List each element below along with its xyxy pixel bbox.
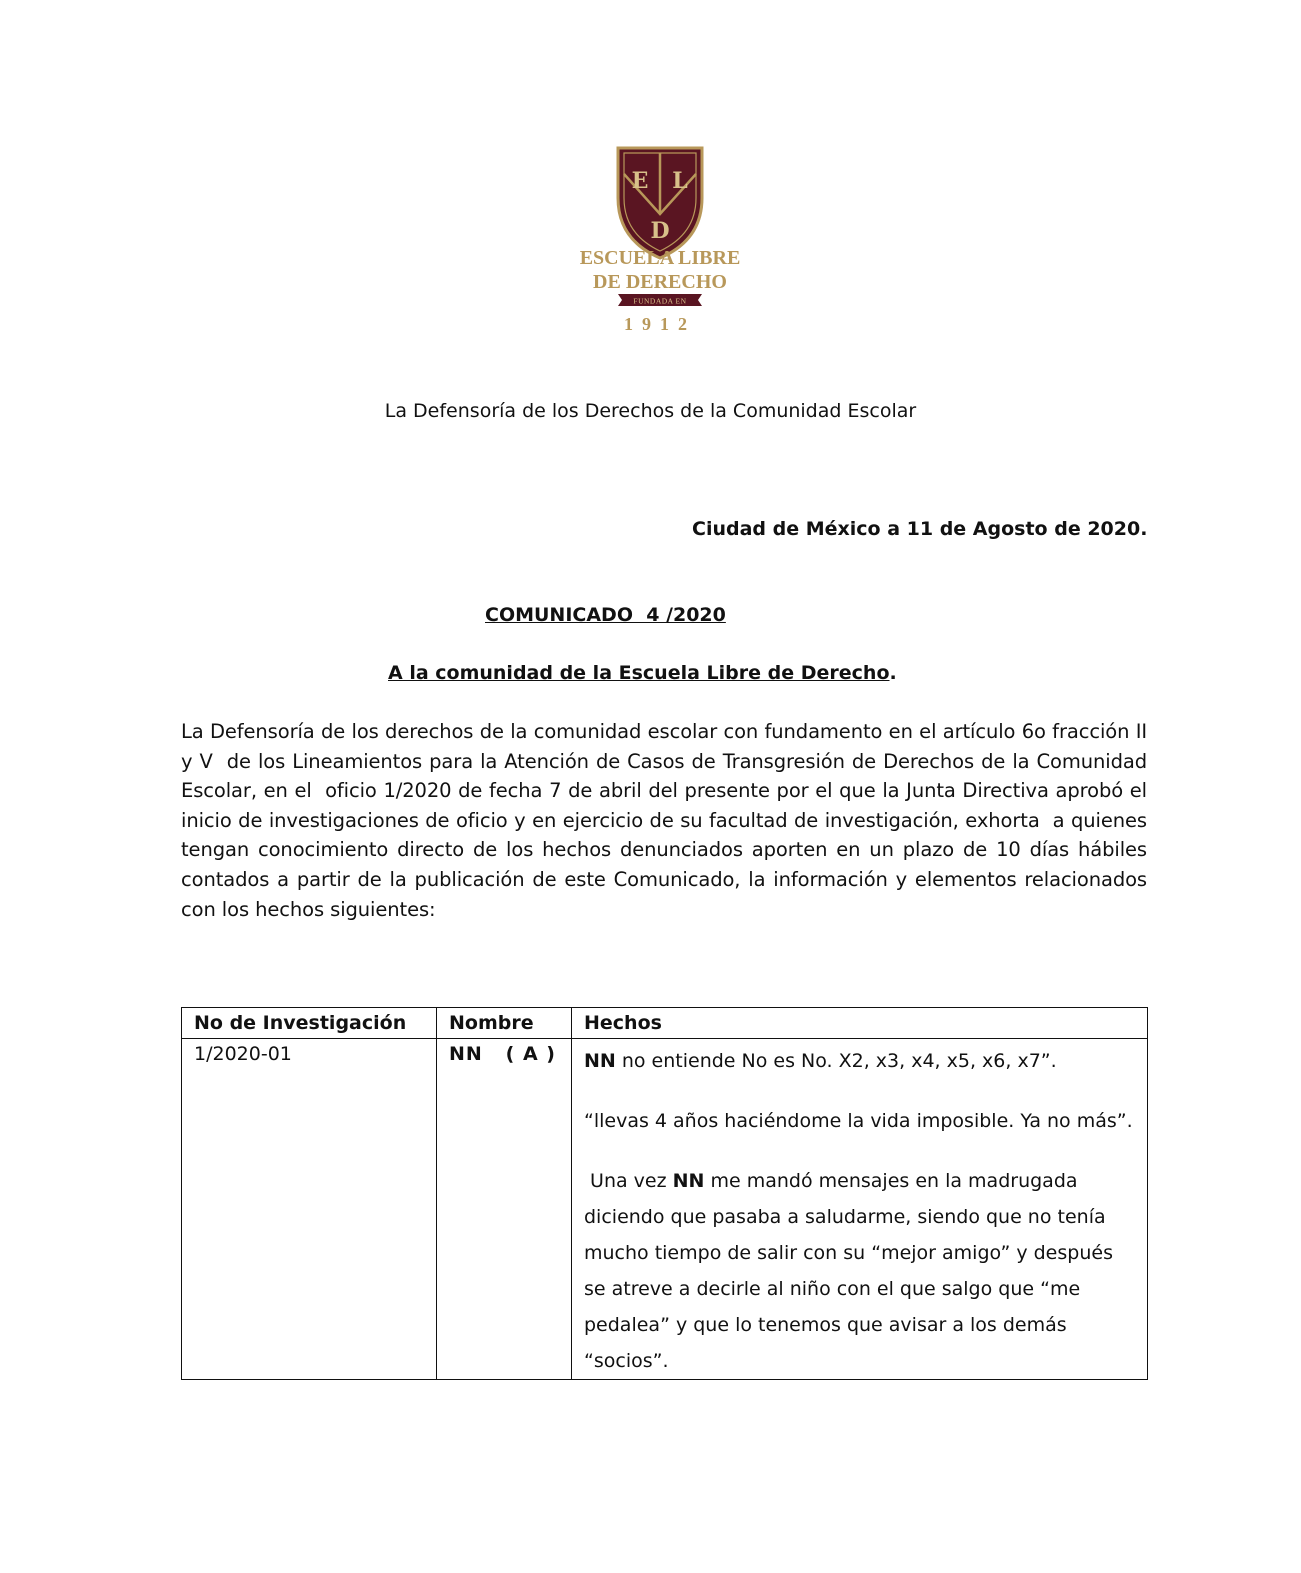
table-header-row — [182, 1008, 1148, 1039]
facts-cell — [572, 1039, 1148, 1380]
table-row — [182, 1039, 1148, 1380]
fact-prefix: Una vez — [584, 1170, 673, 1192]
fact-text: no entiende No es No. X2, x3, x4, x5, x6, x7”. — [615, 1050, 1057, 1072]
addressee-text: A la comunidad de la Escuela Libre de Derecho — [388, 662, 890, 684]
body-paragraph: La Defensoría de los derechos de la comunidad escolar con fundamento en el artículo 6o fracción II y V de los Lineamientos para la Atención de Casos de Transgresión de Derechos de la Comunidad Escolar, en el oficio 1/2020 de fecha 7 de abril del presente por el que la Junta Directiva aprobó el inicio de investigaciones de oficio y en ejercicio de su facultad de investigación, exhorta a quienes tengan conocimiento directo de los hechos denunciados aporten en un plazo de 10 días hábiles contados a partir de la publicación de este Comunicado, la información y elementos relacionados con los hechos siguientes: — [181, 720, 1154, 921]
addressee-line — [388, 662, 897, 684]
fact-text: “llevas 4 años haciéndome la vida imposible. Ya no más”. — [584, 1110, 1133, 1132]
logo-initial-l: L — [672, 168, 688, 194]
investigation-table — [181, 1007, 1148, 1380]
date-line: Ciudad de México a 11 de Agosto de 2020. — [692, 518, 1148, 540]
fact-item — [584, 1163, 1135, 1379]
fact-bold: NN — [672, 1170, 705, 1192]
name-cell: NN ( A ) — [437, 1039, 572, 1380]
shield-crest-icon — [560, 140, 760, 340]
logo-initial-d: D — [650, 218, 670, 244]
communique-title: COMUNICADO 4 /2020 — [485, 604, 726, 626]
fact-text: me mandó mensajes en la madrugada diciendo que pasaba a saludarme, siendo que no tenía mucho tiempo de salir con su “mejor amigo” y después se atreve a decirle al niño con el que salgo que “me pedalea” y que lo tenemos que avisar a los demás “socios”. — [584, 1170, 1120, 1372]
fact-item — [584, 1043, 1135, 1079]
logo-name-line2: DE DERECHO — [593, 271, 727, 293]
logo-initial-e: E — [631, 168, 649, 194]
logo-name-line1: ESCUELA LIBRE — [579, 247, 741, 269]
organization-heading: La Defensoría de los Derechos de la Comunidad Escolar — [384, 400, 917, 422]
column-header-investigation: No de Investigación — [182, 1008, 437, 1039]
fact-bold: NN — [584, 1050, 616, 1072]
logo-ribbon-text: FUNDADA EN — [633, 296, 687, 306]
addressee-period: . — [889, 662, 897, 684]
investigation-id-cell: 1/2020-01 — [182, 1039, 437, 1380]
column-header-name: Nombre — [437, 1008, 572, 1039]
column-header-facts: Hechos — [572, 1008, 1148, 1039]
school-logo — [560, 140, 760, 340]
logo-year: 1912 — [624, 314, 696, 334]
fact-item — [584, 1103, 1135, 1139]
